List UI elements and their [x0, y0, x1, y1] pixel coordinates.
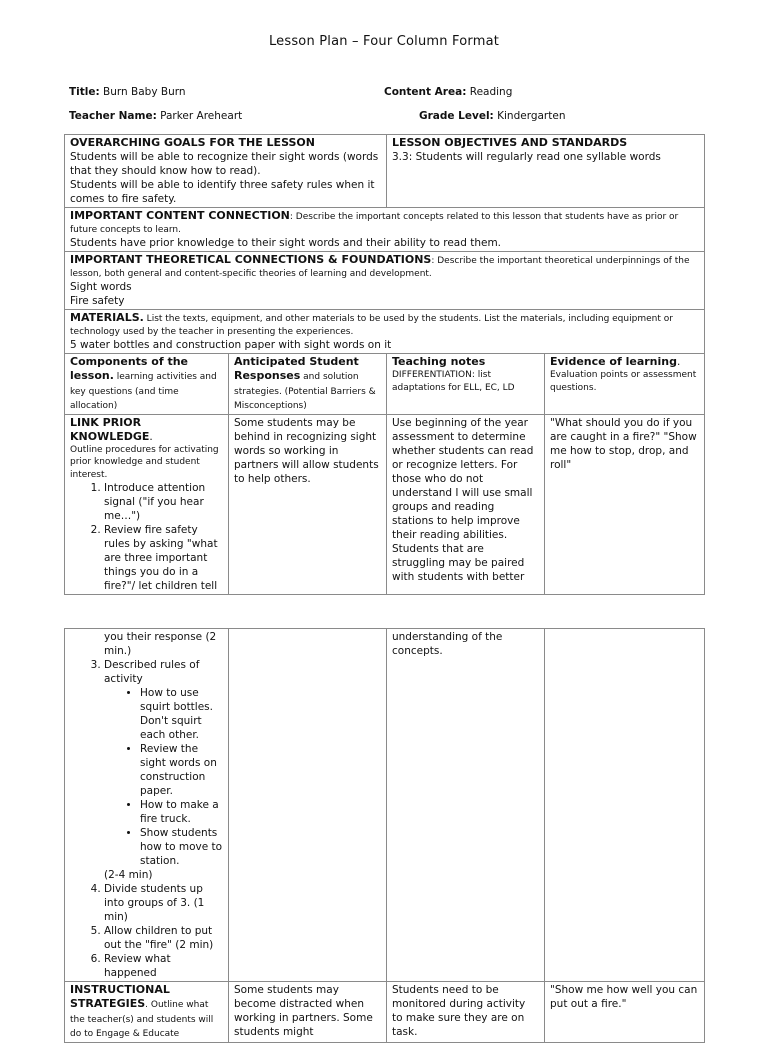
continued-components-cell [65, 629, 229, 982]
document-title: Lesson Plan – Four Column Format [268, 34, 500, 49]
evidence-title: Evidence of learning [550, 355, 677, 368]
prior-knowledge-punct: . [149, 430, 153, 443]
objectives-cell [387, 135, 705, 208]
theory-desc: : Describe the important theoretical underpinnings of the lesson, both general and content-specific theories of learning and development. [70, 256, 690, 279]
materials-cell [65, 310, 705, 354]
content-connection-desc: : Describe the important concepts related to this lesson that students have as prior or future concepts to learn. [70, 212, 679, 235]
content-connection-cell [65, 208, 705, 252]
objectives-line-1: 3.3: Students will regularly read one syllable words [392, 151, 661, 163]
instructional-cell [65, 982, 229, 1043]
theory-row [65, 252, 705, 310]
theory-heading: IMPORTANT THEORETICAL CONNECTIONS & FOUNDATIONS [70, 253, 432, 266]
lesson-title [69, 86, 186, 98]
instructional-notes: Students need to be monitored during activity to make sure they are on task. [387, 982, 545, 1043]
step-4: 4. Divide students up into groups of 3. (1 min) [104, 882, 223, 924]
step-5: 5. Allow children to put out the "fire" (2 min) [104, 924, 223, 952]
lesson-plan-table [64, 134, 705, 595]
step-2: 2. Review fire safety rules by asking "what are three important things you do in a fire?"/ let children tell [104, 523, 223, 593]
content-connection-text: Students have prior knowledge to their sight words and their ability to read them. [70, 237, 502, 249]
goals-row [65, 135, 705, 208]
content-area-label: Content Area: [384, 86, 467, 98]
teaching-notes-title: Teaching notes [392, 355, 486, 368]
theory-item-1: Sight words [70, 281, 132, 293]
title-label: Title: [69, 86, 100, 98]
continued-row [65, 629, 705, 982]
theory-intro [70, 253, 699, 280]
prior-knowledge-notes: Use beginning of the year assessment to determine whether students can read or recognize letters. For those who do not understand I will use small groups and reading stations to help improve their reading abilities. Students that are struggling may be paired with students with better [387, 414, 545, 595]
rule-bullet-3: • How to make a fire truck. [140, 798, 223, 826]
responses-header [229, 354, 387, 415]
prior-knowledge-heading: LINK PRIOR KNOWLEDGE [70, 415, 150, 443]
objectives-heading: LESSON OBJECTIVES AND STANDARDS [392, 136, 628, 149]
materials-heading: MATERIALS. [70, 311, 144, 324]
goals-line-1: Students will be able to recognize their sight words (words that they should know how to read). [70, 151, 379, 177]
prior-knowledge-desc: Outline procedures for activating prior knowledge and student interest. [70, 444, 219, 480]
responses-desc: and solution strategies. (Potential Barriers & Misconceptions) [234, 372, 376, 411]
step-6: 6. Review what happened [104, 952, 223, 980]
content-connection-row [65, 208, 705, 252]
prior-knowledge-steps [70, 481, 223, 593]
lesson-plan-table-continued [64, 628, 705, 1043]
continued-evidence-cell [545, 629, 705, 982]
components-title: Components of the lesson. [70, 355, 189, 382]
prior-knowledge-responses: Some students may be behind in recognizing sight words so working in partners will allow students to help others. [229, 414, 387, 595]
rule-bullet-1: • How to use squirt bottles. Don't squirt each other. [140, 686, 223, 742]
step-3 [104, 658, 223, 882]
teacher-label: Teacher Name: [69, 110, 157, 122]
content-connection-intro [70, 209, 699, 236]
goals-cell [65, 135, 387, 208]
components-desc: learning activities and key questions (and time allocation) [70, 372, 217, 411]
instructional-responses: Some students may become distracted when working in partners. Some students might [229, 982, 387, 1043]
teacher-value: Parker Areheart [160, 110, 243, 122]
goals-heading: OVERARCHING GOALS FOR THE LESSON [70, 136, 315, 149]
continued-notes-cell: understanding of the concepts. [387, 629, 545, 982]
content-area [384, 86, 512, 98]
teacher-name [69, 110, 242, 122]
theory-item-2: Fire safety [70, 295, 125, 307]
content-connection-heading: IMPORTANT CONTENT CONNECTION [70, 209, 290, 222]
content-area-value: Reading [469, 86, 513, 98]
title-value: Burn Baby Burn [103, 86, 186, 98]
grade-label: Grade Level: [419, 110, 494, 122]
evidence-header [545, 354, 705, 415]
instructional-evidence: "Show me how well you can put out a fire." [545, 982, 705, 1043]
teaching-notes-desc: DIFFERENTIATION: list adaptations for ELL, EC, LD [392, 370, 515, 393]
rule-bullet-2: • Review the sight words on construction paper. [140, 742, 223, 798]
continued-steps-a [70, 658, 223, 980]
prior-knowledge-evidence: "What should you do if you are caught in a fire?" "Show me how to stop, drop, and roll" [545, 414, 705, 595]
prior-knowledge-cell [65, 414, 229, 595]
evidence-desc: Evaluation points or assessment questions. [550, 370, 697, 393]
grade-level [419, 110, 565, 122]
step-1: 1. Introduce attention signal ("if you hear me…") [104, 481, 223, 523]
rule-bullet-4: • Show students how to move to station. [140, 826, 223, 868]
responses-title: Anticipated Student Responses [234, 355, 359, 382]
instructional-desc: . Outline what the teacher(s) and students will do to Engage & Educate [70, 1000, 214, 1039]
step-3-time: (2-4 min) [104, 869, 153, 881]
theory-cell [65, 252, 705, 310]
instructional-row [65, 982, 705, 1043]
goals-line-2: Students will be able to identify three safety rules when it comes to fire safety. [70, 179, 375, 205]
column-header-row [65, 354, 705, 415]
materials-intro [70, 311, 699, 338]
continued-responses-cell [229, 629, 387, 982]
components-header [65, 354, 229, 415]
instructional-heading: INSTRUCTIONAL STRATEGIES [70, 983, 170, 1010]
teaching-notes-header [387, 354, 545, 415]
materials-row [65, 310, 705, 354]
activity-rules-list [104, 686, 223, 868]
step-3-text: Described rules of activity [104, 659, 200, 685]
evidence-title-punct: . [677, 356, 681, 368]
grade-value: Kindergarten [497, 110, 566, 122]
step-2-continued: you their response (2 min.) [104, 631, 217, 657]
materials-text: 5 water bottles and construction paper with sight words on it [70, 339, 392, 351]
materials-desc: List the texts, equipment, and other materials to be used by the students. List the materials, including equipment or technology used by the teacher in presenting the experiences. [70, 314, 673, 337]
prior-knowledge-row [65, 414, 705, 595]
